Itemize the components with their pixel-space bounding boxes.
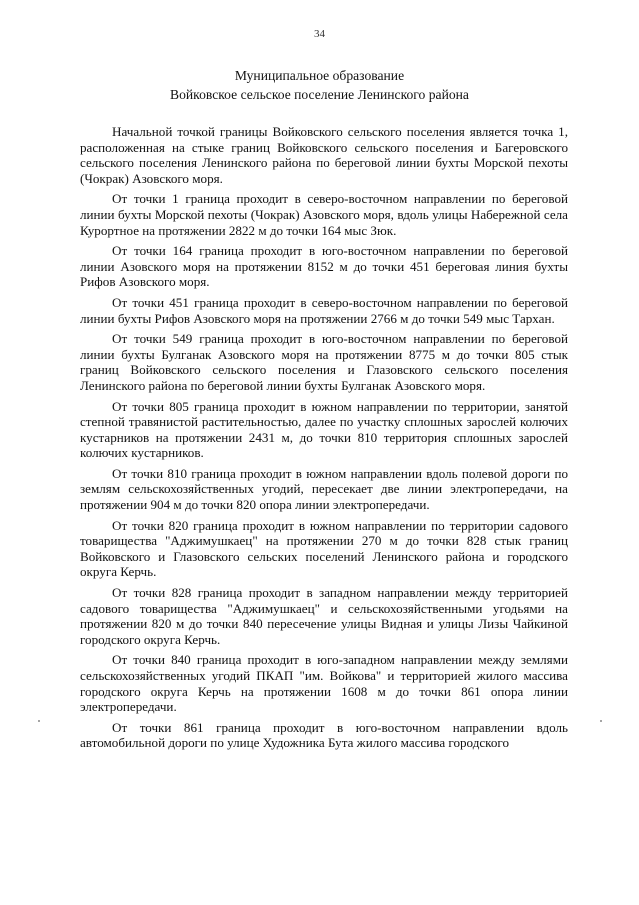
heading-line-settlement: Войковское сельское поселение Ленинского района [170, 87, 469, 102]
paragraph-point-840: От точки 840 граница проходит в юго-западном направлении между землями сельскохозяйственных угодий ПКАП "им. Войкова" и территорией жилого массива городского округа Керчь на протяжении 1608 м до точки 861 опора линии электропередачи. [80, 652, 568, 715]
margin-dot-left [38, 720, 40, 722]
heading-line-municipality: Муниципальное образование [234, 68, 405, 83]
paragraph-point-549: От точки 549 граница проходит в юго-восточном направлении по береговой линии бухты Булганак Азовского моря на протяжении 8775 м до точки 805 стык границ Войковского сельского поселения и Глазовского сельского поселения Ленинского района по береговой линии бухты Булганак Азовского моря. [80, 331, 568, 393]
paragraph-point-805: От точки 805 граница проходит в южном направлении по территории, занятой степной травянистой растительностью, далее по участку сплошных зарослей колючих кустарников на протяжении 2431 м, до точки 810 территория сплошных зарослей колючих кустарников. [80, 398, 568, 461]
paragraph-point-810: От точки 810 граница проходит в южном направлении вдоль полевой дороги по землям сельскохозяйственных угодий, пересекает две линии электропередачи, на протяжении 904 м до точки 820 опора линии электропередачи. [80, 465, 568, 513]
paragraph-point-820: От точки 820 граница проходит в южном направлении по территории садового товарищества "Аджимушкаец" на протяжении 270 м до точки 828 стык границ Войковского и Глазовского сельских поселений Ленинского района и городского округа Керчь. [80, 517, 568, 580]
paragraph-point-451: От точки 451 граница проходит в северо-восточном направлении по береговой линии бухты Рифов Азовского моря на протяжении 2766 м до точки 549 мыс Тархан. [80, 294, 568, 326]
paragraph-point-861: От точки 861 граница проходит в юго-восточном направлении вдоль автомобильной дороги по улице Художника Бута жилого массива городского [80, 719, 568, 751]
margin-dot-right [600, 720, 602, 722]
paragraph-point-164: От точки 164 граница проходит в юго-восточном направлении по береговой линии Азовского моря на протяжении 8152 м до точки 451 береговая линия бухты Рифов Азовского моря. [80, 243, 568, 290]
page-number: 34 [314, 28, 325, 40]
paragraph-point-828: От точки 828 граница проходит в западном направлении между территорией садового товарищества "Аджимушкаец" и сельскохозяйственными угодьями на протяжении 820 м до точки 840 пересечение улицы Видная и улицы Лизы Чайкиной городского округа Керчь. [80, 585, 568, 647]
document-body [80, 124, 568, 756]
paragraph-start-point: Начальной точкой границы Войковского сельского поселения является точка 1, расположенная на стыке границ Войковского сельского поселения и Багеровского сельского поселения Ленинского района по береговой линии бухты Морской пехоты (Чокрак) Азовского моря. [80, 124, 568, 186]
paragraph-point-1: От точки 1 граница проходит в северо-восточном направлении по береговой линии бухты Морской пехоты (Чокрак) Азовского моря, вдоль улицы Набережной села Курортное на протяжении 2822 м до точки 164 мыс Зюк. [80, 191, 568, 238]
document-heading [0, 66, 639, 104]
